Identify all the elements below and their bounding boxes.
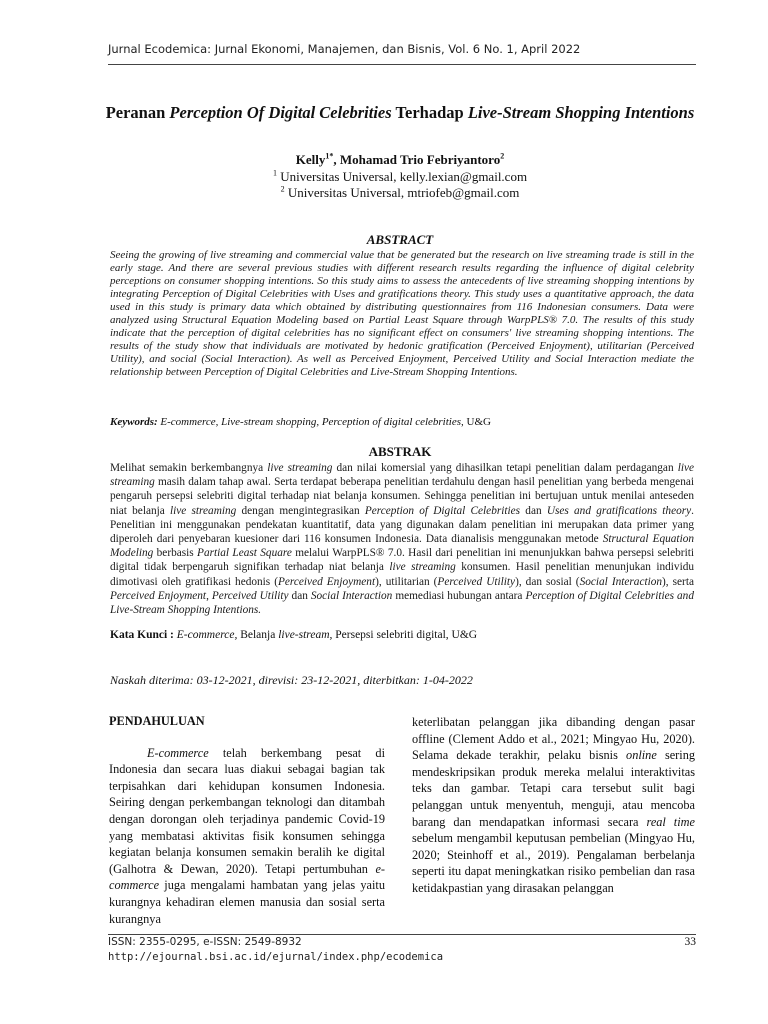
text-run: konsumen. Hasil penelitian menunjukan individu dimotivasi oleh gratifikasi hedonis ( bbox=[110, 561, 695, 588]
text-run: masih dalam tahap awal. Serta terdapat beberapa penelitian terdahulu dengan hasil penelitian yang berbeda mengenai pengaruh persepsi selebriti digital terhadap niat belanja konsumen. Sehingga penelitian ini bertujuan untuk menilai anteseden niat belanja bbox=[110, 476, 694, 517]
text-run: E-commerce, bbox=[176, 629, 238, 641]
abstrak-body bbox=[110, 461, 694, 617]
text-run: Social Interaction bbox=[579, 575, 663, 588]
footer-divider bbox=[108, 934, 696, 935]
title-part: Perception Of Digital Celebrities bbox=[169, 103, 392, 122]
text-run: melalui WarpPLS® 7.0. Hasil dari penelitian ini menunjukkan bahwa persepsi selebriti digital tidak berpengaruh signifikan terhadap niat belanja bbox=[110, 547, 694, 574]
text-run: Perceived Utility bbox=[211, 589, 289, 602]
title-part: Live-Stream Shopping Intentions bbox=[467, 103, 695, 122]
abstrak-heading: ABSTRAK bbox=[368, 444, 432, 459]
text-run: live streaming bbox=[110, 462, 694, 489]
text-run: Melihat semakin berkembangnya bbox=[110, 462, 268, 474]
affiliation-2 bbox=[100, 185, 700, 201]
keywords-tail: U&G bbox=[463, 416, 491, 428]
text-run: memediasi hubungan antara bbox=[392, 589, 526, 602]
text-run: . Penelitian ini menggunakan pendekatan kuantitatif, data yang digunakan dalam penelitian ini merupakan data primer yang diperoleh dari penyebaran kuesioner dari 116 konsumen Indonesia. Data dianalisis menggunakan metode bbox=[110, 504, 694, 546]
text-run: sering mendeskripsikan produk mereka melalui interaktivitas teks dan gambar. Tetapi cara tersebut sulit bagi pelanggan untuk menyentuh, menguji, atau mencoba barang dan mendapatkan informasi secara bbox=[412, 748, 695, 829]
header-divider bbox=[108, 64, 696, 65]
keywords-label: Keywords: bbox=[110, 416, 158, 428]
title-part: Peranan bbox=[105, 103, 170, 122]
affil-text: Universitas Universal, mtriofeb@gmail.com bbox=[284, 185, 520, 200]
manuscript-dates: Naskah diterima: 03-12-2021, direvisi: 23-12-2021, diterbitkan: 1-04-2022 bbox=[110, 673, 473, 687]
author-mark: 1* bbox=[325, 151, 334, 161]
text-run: sebelum mengambil keputusan pembelian (Mingyao Hu, 2020; Steinhoff et al., 2019). Pengalaman berbelanja seperti itu dapat meningkatkan risiko pembelian dan rasa ketidakpastian yang dirasakan pelanggan bbox=[412, 831, 695, 895]
text-run: Uses and gratifications theory bbox=[546, 504, 692, 517]
keywords-line bbox=[110, 416, 694, 428]
text-run: Belanja bbox=[237, 629, 279, 641]
page-number: 33 bbox=[684, 936, 696, 948]
author-name: Mohamad Trio Febriyantoro bbox=[339, 152, 501, 167]
text-run: Perception of Digital Celebrities bbox=[364, 504, 521, 517]
abstract-heading: ABSTRACT bbox=[366, 232, 434, 247]
author-name: Kelly bbox=[295, 152, 326, 167]
keywords-text: E-commerce, Live-stream shopping, Perception of digital celebrities, bbox=[157, 416, 464, 428]
text-run: Perceived Enjoyment bbox=[278, 575, 376, 588]
text-run: dan bbox=[520, 504, 547, 517]
text-run: keterlibatan pelanggan jika dibanding dengan pasar offline (Clement Addo et al., 2021; Mingyao Hu, 2020). Selama dekade terakhir, pelaku bisnis bbox=[412, 715, 695, 763]
affiliation-1 bbox=[100, 169, 700, 185]
footer-url[interactable]: http://ejournal.bsi.ac.id/ejurnal/index.php/ecodemica bbox=[108, 951, 444, 963]
kata-kunci-label: Kata Kunci : bbox=[110, 629, 174, 641]
affil-mark: 2 bbox=[280, 184, 285, 194]
text-run: Structural Equation Modeling bbox=[110, 533, 695, 560]
text-run: real time bbox=[646, 814, 695, 829]
text-run: Persepsi selebriti digital, U&G bbox=[332, 629, 478, 641]
text-run: online bbox=[626, 748, 657, 763]
text-run: telah berkembang pesat di Indonesia dan secara luas diakui sebagai bagian tak terpisahkan dari kehidupan konsumen Indonesia. Seiring dengan perkembangan teknologi dan ditambah dengan dorongan oleh terjadinya pandemic Covid-19 yang membatasi aktivitas fisik konsumen sehingga kegiatan belanja konsumen semakin beralih ke digital (Galhotra & Dewan, 2020). Tetapi pertumbuhan bbox=[109, 745, 385, 876]
text-run: , bbox=[206, 589, 212, 602]
journal-header: Jurnal Ecodemica: Jurnal Ekonomi, Manajemen, dan Bisnis, Vol. 6 No. 1, April 2022 bbox=[108, 42, 581, 56]
text-run: live streaming bbox=[267, 462, 333, 474]
text-run: E-commerce bbox=[147, 745, 209, 760]
affil-mark: 1 bbox=[272, 168, 277, 178]
text-run: Perception of Digital Celebrities and Live-Stream Shopping Intentions. bbox=[110, 589, 694, 617]
text-run: ), utilitarian ( bbox=[375, 575, 438, 588]
text-run: Perceived Utility bbox=[437, 575, 516, 588]
author-separator: , bbox=[333, 152, 340, 167]
right-column bbox=[412, 714, 695, 897]
left-column bbox=[109, 713, 385, 927]
text-run: dan bbox=[288, 589, 311, 602]
section-heading: PENDAHULUAN bbox=[109, 714, 205, 728]
text-run: e-commerce bbox=[109, 861, 385, 893]
abstract-body: Seeing the growing of live streaming and commercial value that be generated but the research on live streaming trade is still in the early stage. And there are several previous studies with different research results regarding the influence of digital celebrity perceptions on consumer shopping intentions. So this study aims to assess the antecedents of live streaming shopping intentions by integrating Perception of Digital Celebrities with Uses and gratifications theory. This study uses a quantitative approach, the data used in this study is primary data which obtained by distributing questionnaires from 116 Indonesian consumers. Data were analyzed using Structural Equation Modeling based on Partial Least Square through WarpPLS® 7.0. The results of this study indicate that the perception of digital celebrities has no significant effect on consumers' live streaming shopping intentions. The results of the study show that individuals are motivated by hedonic gratification (Perceived Enjoyment), utilitarian (Perceived Utility), and social (Social Interaction). As well as Perceived Enjoyment, Perceived Utility and Social Interaction mediate the relationship between Perception of Digital Celebrities and Live-Stream Shopping Intentions. bbox=[110, 249, 694, 378]
text-run: live streaming bbox=[389, 561, 456, 574]
text-run: live streaming bbox=[170, 504, 237, 517]
title-part: Terhadap bbox=[391, 103, 468, 122]
text-run: ), serta bbox=[662, 575, 694, 588]
text-run: live-stream, bbox=[278, 629, 333, 641]
text-run: berbasis bbox=[153, 547, 198, 560]
footer-issn: ISSN: 2355-0295, e-ISSN: 2549-8932 bbox=[108, 936, 302, 948]
text-run: juga mengalami hambatan yang jelas yaitu kurangnya kehadiran elemen manusia dan sosial serta kurangnya bbox=[109, 878, 385, 926]
author-mark: 2 bbox=[500, 151, 505, 161]
paper-title bbox=[100, 102, 700, 123]
author-line bbox=[100, 152, 700, 168]
text-run: Partial Least Square bbox=[197, 547, 292, 560]
affil-text: Universitas Universal, kelly.lexian@gmail.com bbox=[276, 169, 528, 184]
intro-paragraph-continued bbox=[412, 714, 695, 897]
text-run: ), dan sosial ( bbox=[515, 575, 580, 588]
text-run: Social Interaction bbox=[310, 589, 393, 602]
kata-kunci-line bbox=[110, 629, 694, 641]
text-run: dengan mengintegrasikan bbox=[236, 504, 365, 517]
text-run: dan nilai komersial yang dihasilkan tetapi penelitian dalam perdagangan bbox=[332, 462, 678, 474]
intro-paragraph bbox=[109, 745, 385, 928]
text-run: Perceived Enjoyment bbox=[110, 589, 207, 602]
